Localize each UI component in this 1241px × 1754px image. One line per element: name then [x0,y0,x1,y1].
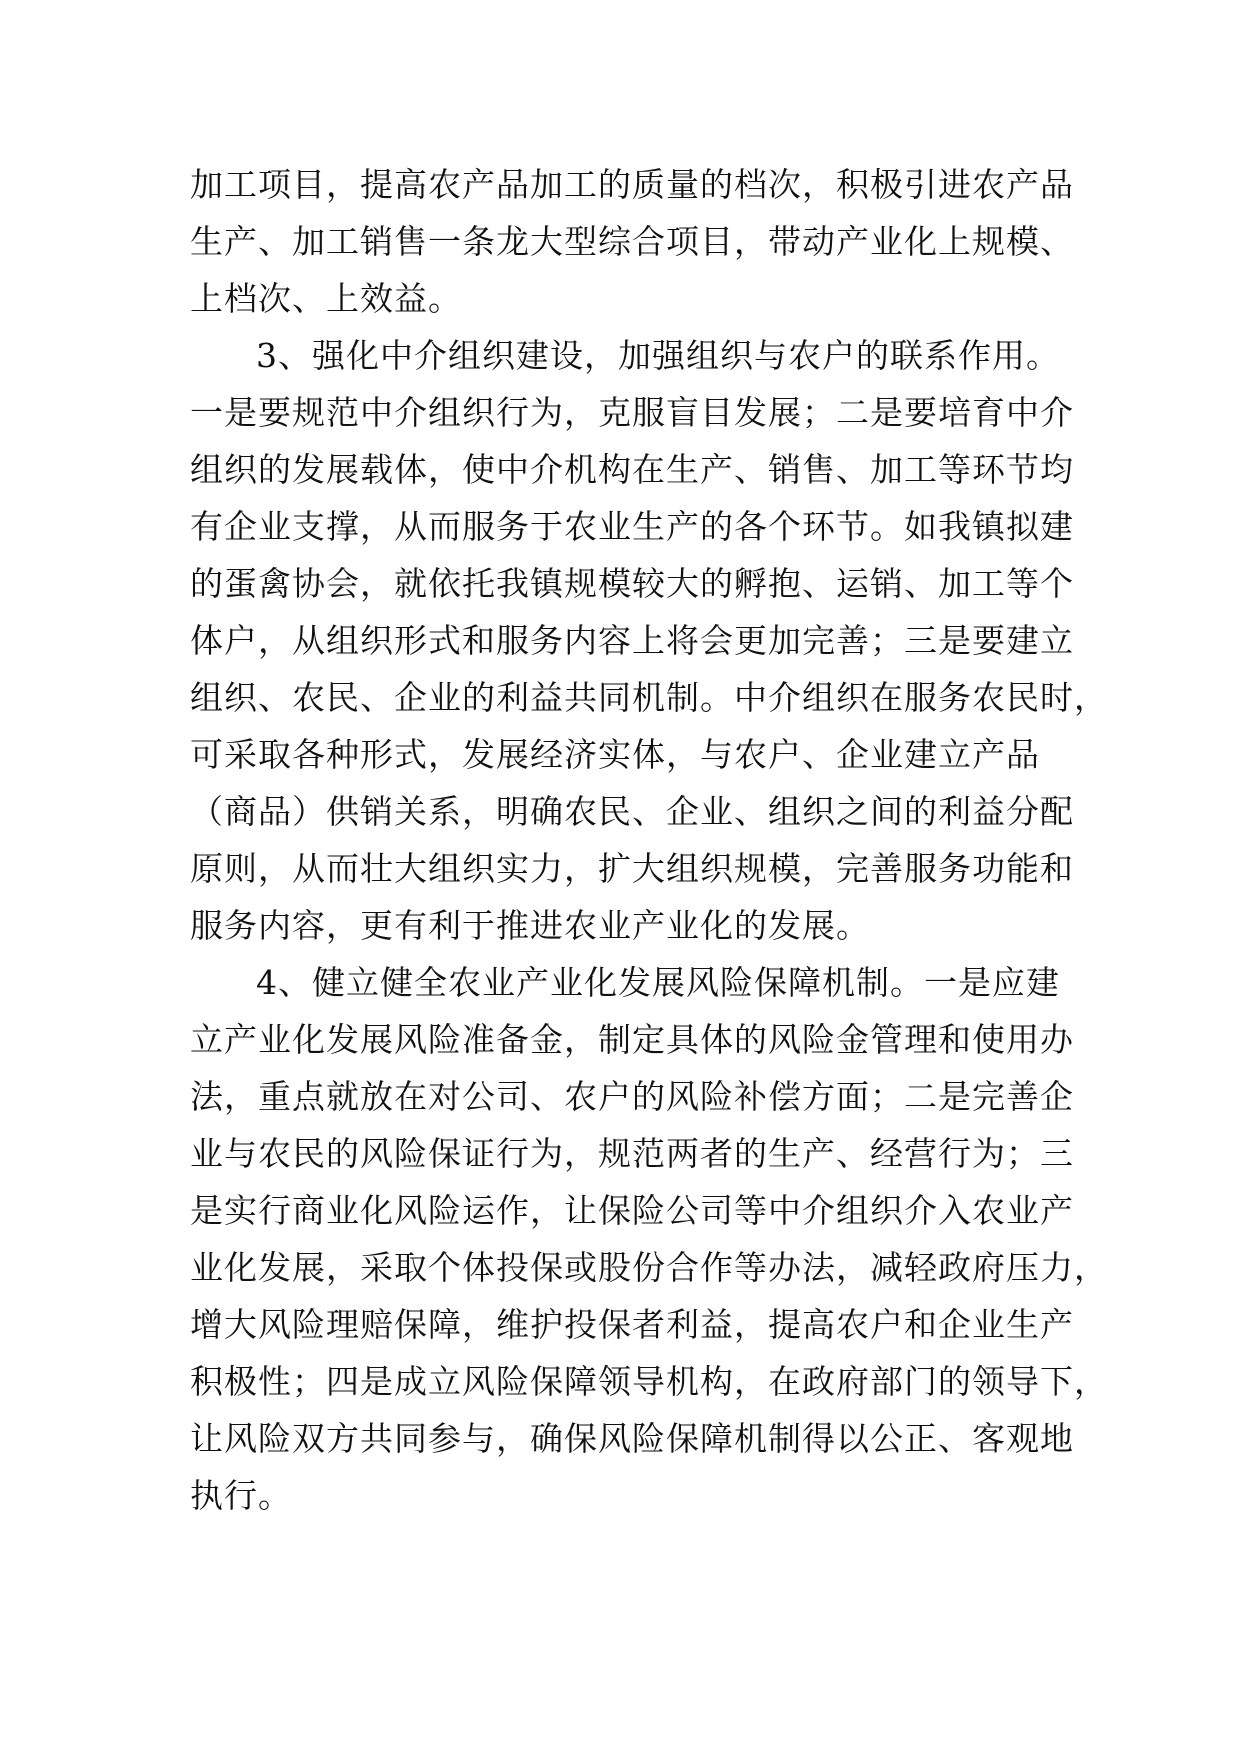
text-line: 业化发展，采取个体投保或股份合作等办法，减轻政府压力， [190,1248,1108,1287]
text-line: 加工项目，提高农产品加工的质量的档次，积极引进农产品 [190,165,1074,204]
text-line: 增大风险理赔保障，维护投保者利益，提高农户和企业生产 [190,1305,1074,1344]
text-line: 立产业化发展风险准备金，制定具体的风险金管理和使用办 [190,1020,1074,1059]
text-line: 3、强化中介组织建设，加强组织与农户的联系作用。 [256,336,1060,375]
text-line: （商品）供销关系，明确农民、企业、组织之间的利益分配 [190,792,1074,831]
text-line: 有企业支撑，从而服务于农业生产的各个环节。如我镇拟建 [190,507,1074,546]
text-line: 业与农民的风险保证行为，规范两者的生产、经营行为；三 [190,1134,1074,1173]
text-line: 原则，从而壮大组织实力，扩大组织规模，完善服务功能和 [190,849,1074,888]
text-line: 组织的发展载体，使中介机构在生产、销售、加工等环节均 [190,450,1074,489]
text-line: 体户，从组织形式和服务内容上将会更加完善；三是要建立 [190,621,1074,660]
text-line: 服务内容，更有利于推进农业产业化的发展。 [190,906,870,945]
text-line: 积极性；四是成立风险保障领导机构，在政府部门的领导下， [190,1362,1108,1401]
text-line: 上档次、上效益。 [190,279,462,318]
text-line: 4、健立健全农业产业化发展风险保障机制。一是应建 [256,963,1060,1002]
text-line: 组织、农民、企业的利益共同机制。中介组织在服务农民时， [190,678,1108,717]
text-line: 执行。 [190,1476,292,1515]
text-line: 生产、加工销售一条龙大型综合项目，带动产业化上规模、 [190,222,1074,261]
text-line: 让风险双方共同参与，确保风险保障机制得以公正、客观地 [190,1419,1074,1458]
text-line: 可采取各种形式，发展经济实体，与农户、企业建立产品 [190,735,1040,774]
text-line: 一是要规范中介组织行为，克服盲目发展；二是要培育中介 [190,393,1074,432]
text-line: 是实行商业化风险运作，让保险公司等中介组织介入农业产 [190,1191,1074,1230]
text-line: 的蛋禽协会，就依托我镇规模较大的孵抱、运销、加工等个 [190,564,1074,603]
text-line: 法，重点就放在对公司、农户的风险补偿方面；二是完善企 [190,1077,1074,1116]
